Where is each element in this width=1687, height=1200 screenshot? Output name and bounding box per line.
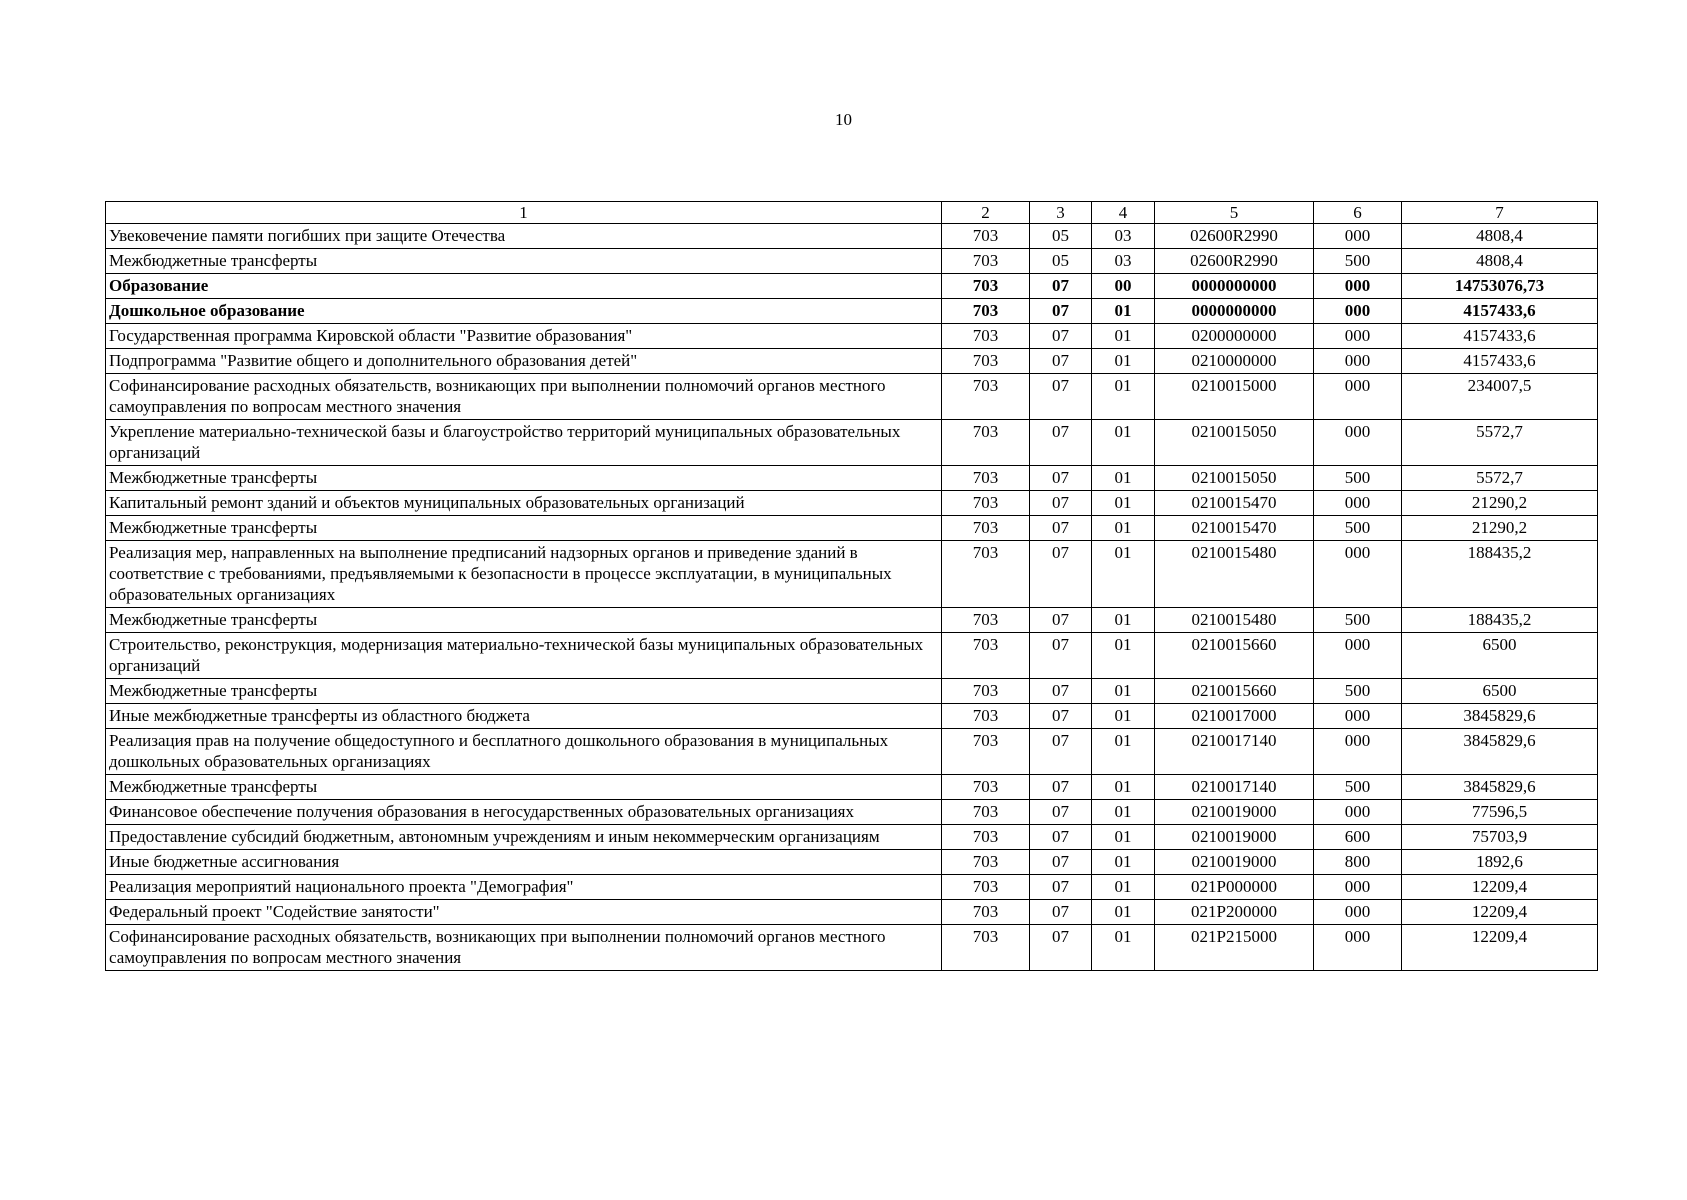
row-sum-cell: 4808,4 xyxy=(1402,224,1598,249)
row-sum-cell: 234007,5 xyxy=(1402,374,1598,420)
row-code3-cell: 05 xyxy=(1030,249,1092,274)
table-row xyxy=(106,850,1598,875)
table-row xyxy=(106,875,1598,900)
row-code6-cell: 000 xyxy=(1314,800,1402,825)
table-row xyxy=(106,679,1598,704)
row-code6-cell: 000 xyxy=(1314,875,1402,900)
row-name-cell: Межбюджетные трансферты xyxy=(106,466,942,491)
row-sum-cell: 4157433,6 xyxy=(1402,299,1598,324)
row-code6-cell: 500 xyxy=(1314,679,1402,704)
row-code3-cell: 05 xyxy=(1030,224,1092,249)
row-code3-cell: 07 xyxy=(1030,491,1092,516)
row-sum-cell: 3845829,6 xyxy=(1402,729,1598,775)
row-sum-cell: 12209,4 xyxy=(1402,875,1598,900)
row-code3-cell: 07 xyxy=(1030,516,1092,541)
row-code3-cell: 07 xyxy=(1030,800,1092,825)
row-sum-cell: 4157433,6 xyxy=(1402,324,1598,349)
row-code5-cell: 021P000000 xyxy=(1155,875,1314,900)
row-name-cell: Подпрограмма "Развитие общего и дополнительного образования детей" xyxy=(106,349,942,374)
row-code6-cell: 500 xyxy=(1314,516,1402,541)
row-code5-cell: 0000000000 xyxy=(1155,274,1314,299)
row-code3-cell: 07 xyxy=(1030,850,1092,875)
row-code3-cell: 07 xyxy=(1030,633,1092,679)
table-row xyxy=(106,274,1598,299)
row-code5-cell: 02600R2990 xyxy=(1155,249,1314,274)
row-code6-cell: 500 xyxy=(1314,466,1402,491)
row-code3-cell: 07 xyxy=(1030,704,1092,729)
row-code6-cell: 500 xyxy=(1314,608,1402,633)
row-code4-cell: 01 xyxy=(1092,825,1155,850)
table-row xyxy=(106,775,1598,800)
row-name-cell: Федеральный проект "Содействие занятости" xyxy=(106,900,942,925)
row-code4-cell: 01 xyxy=(1092,800,1155,825)
table-row xyxy=(106,516,1598,541)
row-name-cell: Финансовое обеспечение получения образования в негосударственных образовательных организациях xyxy=(106,800,942,825)
row-code5-cell: 02600R2990 xyxy=(1155,224,1314,249)
row-code6-cell: 000 xyxy=(1314,900,1402,925)
row-code5-cell: 0210015480 xyxy=(1155,541,1314,608)
row-code2-cell: 703 xyxy=(942,349,1030,374)
row-code2-cell: 703 xyxy=(942,420,1030,466)
row-code4-cell: 01 xyxy=(1092,679,1155,704)
row-sum-cell: 3845829,6 xyxy=(1402,775,1598,800)
table-row xyxy=(106,491,1598,516)
row-code3-cell: 07 xyxy=(1030,900,1092,925)
table-row xyxy=(106,704,1598,729)
row-code2-cell: 703 xyxy=(942,541,1030,608)
header-cell-4: 4 xyxy=(1092,202,1155,224)
table-row xyxy=(106,224,1598,249)
row-code5-cell: 0210015470 xyxy=(1155,491,1314,516)
row-sum-cell: 6500 xyxy=(1402,679,1598,704)
header-cell-2: 2 xyxy=(942,202,1030,224)
table-row xyxy=(106,800,1598,825)
row-code6-cell: 000 xyxy=(1314,491,1402,516)
row-code4-cell: 01 xyxy=(1092,420,1155,466)
row-name-cell: Реализация прав на получение общедоступного и бесплатного дошкольного образования в муниципальных дошкольных образовательных организациях xyxy=(106,729,942,775)
table-row xyxy=(106,299,1598,324)
row-code4-cell: 01 xyxy=(1092,349,1155,374)
table-row xyxy=(106,249,1598,274)
row-code3-cell: 07 xyxy=(1030,324,1092,349)
table-row xyxy=(106,466,1598,491)
row-code6-cell: 000 xyxy=(1314,224,1402,249)
row-code4-cell: 01 xyxy=(1092,850,1155,875)
row-code6-cell: 600 xyxy=(1314,825,1402,850)
row-code5-cell: 0210015000 xyxy=(1155,374,1314,420)
row-name-cell: Софинансирование расходных обязательств, возникающих при выполнении полномочий органов местного самоуправления по вопросам местного значения xyxy=(106,374,942,420)
row-code4-cell: 01 xyxy=(1092,704,1155,729)
row-code3-cell: 07 xyxy=(1030,825,1092,850)
row-code5-cell: 0210017140 xyxy=(1155,775,1314,800)
row-code5-cell: 0210015480 xyxy=(1155,608,1314,633)
row-code4-cell: 01 xyxy=(1092,775,1155,800)
row-code2-cell: 703 xyxy=(942,274,1030,299)
table-row xyxy=(106,925,1598,971)
row-code3-cell: 07 xyxy=(1030,299,1092,324)
row-code6-cell: 000 xyxy=(1314,704,1402,729)
row-code3-cell: 07 xyxy=(1030,925,1092,971)
row-code5-cell: 0210015050 xyxy=(1155,420,1314,466)
row-name-cell: Иные межбюджетные трансферты из областного бюджета xyxy=(106,704,942,729)
row-code3-cell: 07 xyxy=(1030,679,1092,704)
table-row xyxy=(106,900,1598,925)
row-code5-cell: 0210019000 xyxy=(1155,800,1314,825)
row-code4-cell: 01 xyxy=(1092,900,1155,925)
row-code3-cell: 07 xyxy=(1030,420,1092,466)
row-name-cell: Иные бюджетные ассигнования xyxy=(106,850,942,875)
row-code2-cell: 703 xyxy=(942,491,1030,516)
row-code6-cell: 000 xyxy=(1314,324,1402,349)
row-code4-cell: 01 xyxy=(1092,491,1155,516)
row-code4-cell: 01 xyxy=(1092,875,1155,900)
row-code2-cell: 703 xyxy=(942,825,1030,850)
row-sum-cell: 12209,4 xyxy=(1402,900,1598,925)
table-row xyxy=(106,374,1598,420)
row-code3-cell: 07 xyxy=(1030,775,1092,800)
header-cell-3: 3 xyxy=(1030,202,1092,224)
row-code3-cell: 07 xyxy=(1030,274,1092,299)
row-code2-cell: 703 xyxy=(942,850,1030,875)
header-cell-6: 6 xyxy=(1314,202,1402,224)
row-code2-cell: 703 xyxy=(942,466,1030,491)
row-name-cell: Межбюджетные трансферты xyxy=(106,608,942,633)
row-code5-cell: 0210015470 xyxy=(1155,516,1314,541)
row-code6-cell: 000 xyxy=(1314,420,1402,466)
row-code4-cell: 01 xyxy=(1092,729,1155,775)
row-sum-cell: 1892,6 xyxy=(1402,850,1598,875)
row-code2-cell: 703 xyxy=(942,633,1030,679)
row-code6-cell: 000 xyxy=(1314,925,1402,971)
table-row xyxy=(106,729,1598,775)
row-sum-cell: 4808,4 xyxy=(1402,249,1598,274)
table-body xyxy=(106,202,1598,971)
row-sum-cell: 5572,7 xyxy=(1402,420,1598,466)
row-sum-cell: 14753076,73 xyxy=(1402,274,1598,299)
row-code2-cell: 703 xyxy=(942,374,1030,420)
table-row xyxy=(106,541,1598,608)
row-code3-cell: 07 xyxy=(1030,349,1092,374)
row-code4-cell: 01 xyxy=(1092,374,1155,420)
row-code3-cell: 07 xyxy=(1030,729,1092,775)
row-sum-cell: 5572,7 xyxy=(1402,466,1598,491)
row-sum-cell: 21290,2 xyxy=(1402,516,1598,541)
row-code2-cell: 703 xyxy=(942,925,1030,971)
row-code4-cell: 01 xyxy=(1092,299,1155,324)
row-sum-cell: 188435,2 xyxy=(1402,608,1598,633)
row-name-cell: Образование xyxy=(106,274,942,299)
row-code2-cell: 703 xyxy=(942,729,1030,775)
row-sum-cell: 77596,5 xyxy=(1402,800,1598,825)
row-code5-cell: 0210017140 xyxy=(1155,729,1314,775)
row-code5-cell: 0210000000 xyxy=(1155,349,1314,374)
row-code6-cell: 000 xyxy=(1314,729,1402,775)
table-header-row xyxy=(106,202,1598,224)
row-name-cell: Увековечение памяти погибших при защите Отечества xyxy=(106,224,942,249)
row-sum-cell: 21290,2 xyxy=(1402,491,1598,516)
row-code3-cell: 07 xyxy=(1030,466,1092,491)
row-code3-cell: 07 xyxy=(1030,608,1092,633)
row-code2-cell: 703 xyxy=(942,900,1030,925)
row-code2-cell: 703 xyxy=(942,249,1030,274)
row-code2-cell: 703 xyxy=(942,679,1030,704)
row-code3-cell: 07 xyxy=(1030,875,1092,900)
row-code4-cell: 01 xyxy=(1092,925,1155,971)
row-name-cell: Предоставление субсидий бюджетным, автономным учреждениям и иным некоммерческим организациям xyxy=(106,825,942,850)
header-cell-7: 7 xyxy=(1402,202,1598,224)
row-code5-cell: 021P200000 xyxy=(1155,900,1314,925)
row-name-cell: Межбюджетные трансферты xyxy=(106,775,942,800)
row-code4-cell: 03 xyxy=(1092,224,1155,249)
row-code5-cell: 0210015660 xyxy=(1155,633,1314,679)
row-code4-cell: 01 xyxy=(1092,541,1155,608)
row-code5-cell: 021P215000 xyxy=(1155,925,1314,971)
row-code4-cell: 00 xyxy=(1092,274,1155,299)
row-code2-cell: 703 xyxy=(942,800,1030,825)
row-name-cell: Реализация мер, направленных на выполнение предписаний надзорных органов и приведение зданий в соответствие с требованиями, предъявляемыми к безопасности в процессе эксплуатации, в муниципальных образовательных организациях xyxy=(106,541,942,608)
row-name-cell: Государственная программа Кировской области "Развитие образования" xyxy=(106,324,942,349)
row-sum-cell: 6500 xyxy=(1402,633,1598,679)
row-code2-cell: 703 xyxy=(942,608,1030,633)
row-code6-cell: 000 xyxy=(1314,374,1402,420)
table-row xyxy=(106,420,1598,466)
row-code4-cell: 01 xyxy=(1092,516,1155,541)
row-code6-cell: 000 xyxy=(1314,274,1402,299)
table-row xyxy=(106,324,1598,349)
row-code4-cell: 01 xyxy=(1092,466,1155,491)
table-row xyxy=(106,349,1598,374)
row-name-cell: Строительство, реконструкция, модернизация материально-технической базы муниципальных образовательных организаций xyxy=(106,633,942,679)
row-code3-cell: 07 xyxy=(1030,374,1092,420)
header-cell-1: 1 xyxy=(106,202,942,224)
table-row xyxy=(106,825,1598,850)
row-code4-cell: 01 xyxy=(1092,633,1155,679)
row-code4-cell: 03 xyxy=(1092,249,1155,274)
row-code6-cell: 000 xyxy=(1314,541,1402,608)
row-name-cell: Софинансирование расходных обязательств, возникающих при выполнении полномочий органов местного самоуправления по вопросам местного значения xyxy=(106,925,942,971)
row-code4-cell: 01 xyxy=(1092,324,1155,349)
row-name-cell: Межбюджетные трансферты xyxy=(106,249,942,274)
row-sum-cell: 75703,9 xyxy=(1402,825,1598,850)
row-code4-cell: 01 xyxy=(1092,608,1155,633)
row-code2-cell: 703 xyxy=(942,299,1030,324)
row-name-cell: Межбюджетные трансферты xyxy=(106,679,942,704)
row-code2-cell: 703 xyxy=(942,516,1030,541)
row-name-cell: Капитальный ремонт зданий и объектов муниципальных образовательных организаций xyxy=(106,491,942,516)
row-code2-cell: 703 xyxy=(942,324,1030,349)
row-code3-cell: 07 xyxy=(1030,541,1092,608)
table-row xyxy=(106,633,1598,679)
table-row xyxy=(106,608,1598,633)
row-code6-cell: 000 xyxy=(1314,633,1402,679)
row-code5-cell: 0210017000 xyxy=(1155,704,1314,729)
row-code5-cell: 0210019000 xyxy=(1155,825,1314,850)
row-code5-cell: 0200000000 xyxy=(1155,324,1314,349)
row-name-cell: Реализация мероприятий национального проекта "Демография" xyxy=(106,875,942,900)
row-name-cell: Укрепление материально-технической базы и благоустройство территорий муниципальных образовательных организаций xyxy=(106,420,942,466)
page-number: 10 xyxy=(835,110,852,129)
row-sum-cell: 3845829,6 xyxy=(1402,704,1598,729)
row-code2-cell: 703 xyxy=(942,775,1030,800)
row-code2-cell: 703 xyxy=(942,875,1030,900)
row-code5-cell: 0000000000 xyxy=(1155,299,1314,324)
row-code2-cell: 703 xyxy=(942,224,1030,249)
row-code5-cell: 0210015660 xyxy=(1155,679,1314,704)
row-sum-cell: 12209,4 xyxy=(1402,925,1598,971)
header-cell-5: 5 xyxy=(1155,202,1314,224)
row-sum-cell: 188435,2 xyxy=(1402,541,1598,608)
row-code6-cell: 000 xyxy=(1314,349,1402,374)
row-code6-cell: 000 xyxy=(1314,299,1402,324)
row-code6-cell: 500 xyxy=(1314,249,1402,274)
row-sum-cell: 4157433,6 xyxy=(1402,349,1598,374)
row-name-cell: Межбюджетные трансферты xyxy=(106,516,942,541)
row-code5-cell: 0210019000 xyxy=(1155,850,1314,875)
row-name-cell: Дошкольное образование xyxy=(106,299,942,324)
row-code2-cell: 703 xyxy=(942,704,1030,729)
row-code5-cell: 0210015050 xyxy=(1155,466,1314,491)
row-code6-cell: 500 xyxy=(1314,775,1402,800)
row-code6-cell: 800 xyxy=(1314,850,1402,875)
budget-table xyxy=(105,201,1598,971)
